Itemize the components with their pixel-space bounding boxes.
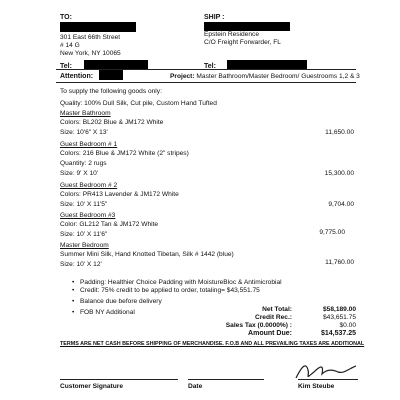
attention-label: Attention: bbox=[60, 73, 94, 80]
item-detail: Size: 9' X 10' bbox=[60, 170, 99, 177]
item-detail: Colors: 216 Blue & JM172 White (2" stripes) bbox=[60, 150, 189, 157]
project-label: Project: bbox=[170, 73, 195, 80]
item-price: 15,300.00 bbox=[324, 170, 354, 177]
item-detail: Size: 10' X 11'6" bbox=[60, 231, 108, 238]
total-label: Net Total: bbox=[262, 306, 292, 313]
tel-label-left: Tel: bbox=[60, 63, 72, 70]
item-detail: Size: 10' X 12' bbox=[60, 261, 102, 268]
redacted-recipient-name bbox=[60, 22, 136, 32]
note-item: • Padding: Healthier Choice Padding with MoistureBloc & Antimicrobial bbox=[80, 279, 282, 286]
project-value: Master Bathroom/Master Bedroom/ Guestrooms 1,2 & 3 bbox=[196, 73, 360, 80]
amount-due-value: $14,537.25 bbox=[320, 330, 356, 337]
item-room: Master Bedroom bbox=[60, 242, 109, 249]
amount-due-label: Amount Due: bbox=[248, 330, 292, 337]
date-label: Date bbox=[188, 383, 203, 390]
item-room: Guest Bedroom # 1 bbox=[60, 141, 118, 148]
project-line bbox=[170, 73, 360, 80]
note-item: • FOB NY Additional bbox=[80, 309, 135, 316]
ship-address-line-2: C/O Freight Forwarder, FL bbox=[204, 39, 281, 46]
item-detail: Summer Mini Silk, Hand Knotted Tibetan, Silk # 1442 (blue) bbox=[60, 251, 234, 258]
item-price: 9,704.00 bbox=[328, 201, 354, 208]
customer-signature-label: Customer Signature bbox=[60, 383, 124, 390]
intro-text: To supply the following goods only: bbox=[60, 88, 162, 95]
item-detail: Colors: PR413 Lavender & JM172 White bbox=[60, 191, 179, 198]
total-value: $43,651.75 bbox=[322, 314, 356, 321]
to-address-line-2: # 14 G bbox=[60, 42, 80, 49]
total-value: $0.00 bbox=[339, 322, 356, 329]
total-label: Sales Tax (0.0000%) : bbox=[225, 322, 292, 329]
to-label: TO: bbox=[60, 14, 72, 21]
item-room: Master Bathroom bbox=[60, 110, 111, 117]
note-item: • Balance due before delivery bbox=[80, 298, 162, 305]
item-detail: Color: GL212 Tan & JM172 White bbox=[60, 221, 159, 228]
redacted-ship-name bbox=[204, 22, 290, 31]
ship-label: SHIP : bbox=[204, 14, 225, 21]
total-label: Credit Rec.: bbox=[254, 314, 292, 321]
item-room: Guest Bedroom # 2 bbox=[60, 182, 118, 189]
quality-text: Quality: 100% Dull Silk, Cut pile, Custom Hand Tufted bbox=[60, 100, 217, 107]
item-detail: Colors: BL202 Blue & JM172 White bbox=[60, 119, 164, 126]
note-item: • Credit: 75% credit to be applied to order, totaling= $43,551.75 bbox=[80, 287, 260, 294]
tel-label-right: Tel: bbox=[204, 63, 216, 70]
ship-address-line-1: Epstein Residence bbox=[204, 31, 259, 38]
item-detail: Size: 10' X 11'5" bbox=[60, 201, 108, 208]
redacted-attention bbox=[99, 70, 123, 80]
total-value: $58,189.00 bbox=[322, 306, 356, 313]
item-detail: Quantity: 2 rugs bbox=[60, 160, 107, 167]
item-room: Guest Bedroom #3 bbox=[60, 212, 116, 219]
item-price: 11,650.00 bbox=[325, 129, 354, 136]
signature-icon bbox=[294, 360, 358, 382]
to-address-line-1: 301 East 66th Street bbox=[60, 34, 121, 41]
signer-name: Kim Steube bbox=[298, 383, 335, 390]
item-detail: Size: 10'6" X 13' bbox=[60, 129, 108, 136]
to-address-line-3: New York, NY 10065 bbox=[60, 50, 121, 57]
item-price: 11,760.00 bbox=[325, 259, 354, 266]
terms-text: TERMS ARE NET CASH BEFORE SHIPPING OF MERCHANDISE. F.O.B AND ALL PREVAILING TAXES ARE ADDITIONAL bbox=[60, 341, 365, 347]
item-price: 9,775.00 bbox=[319, 229, 345, 236]
